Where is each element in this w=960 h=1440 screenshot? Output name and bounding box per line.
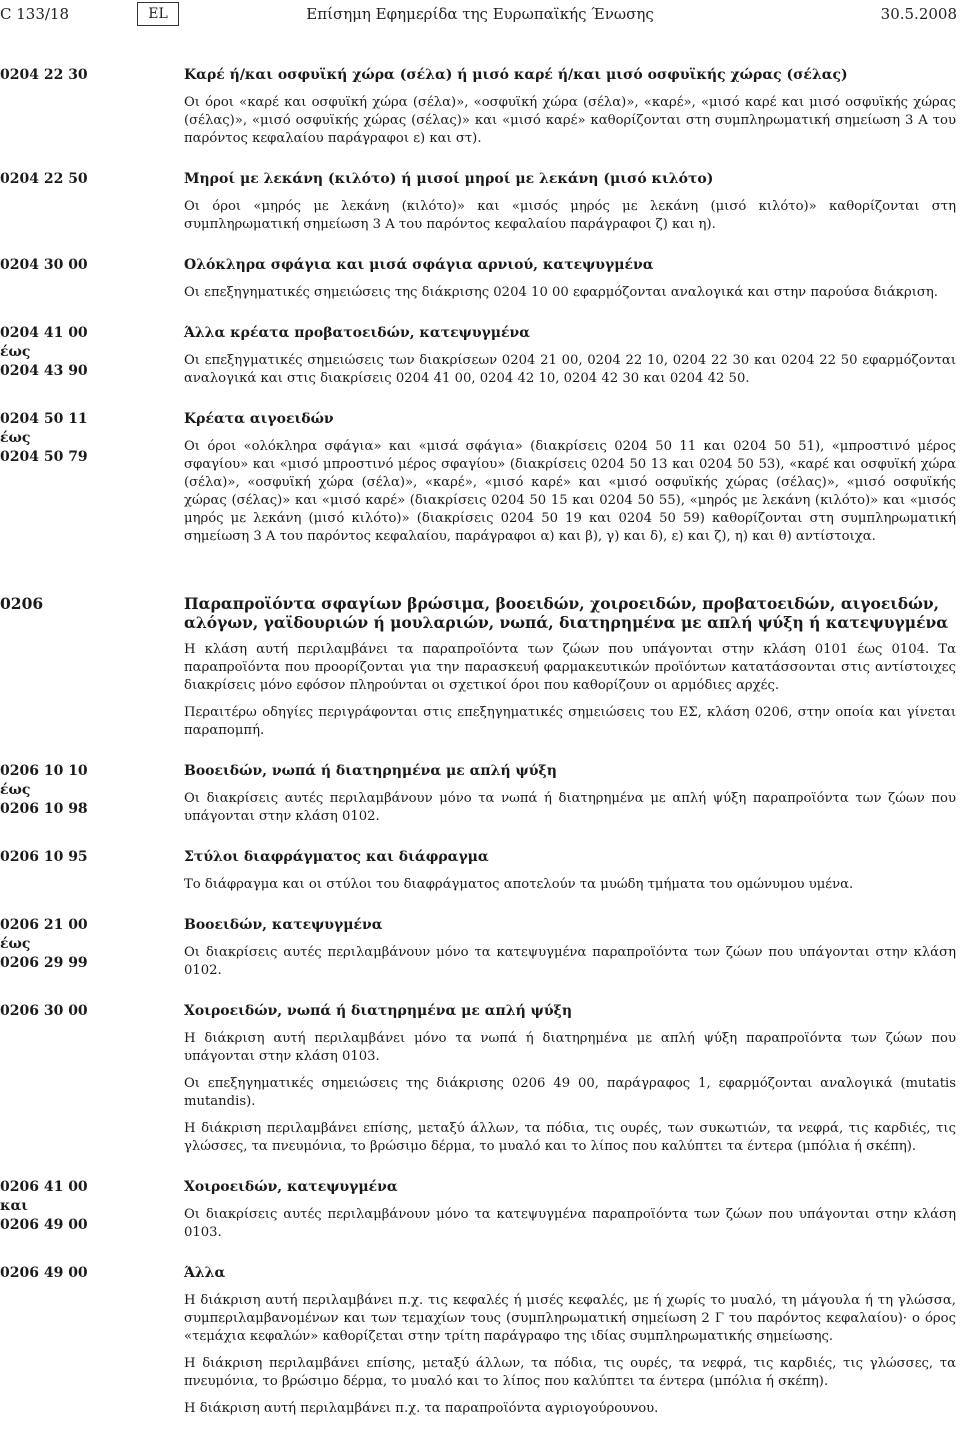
nomenclature-entry xyxy=(0,916,960,980)
cn-code-line: 0204 43 90 xyxy=(0,363,88,379)
nomenclature-entry xyxy=(0,1002,960,1156)
entry-paragraph: Η κλάση αυτή περιλαμβάνει τα παραπροϊόντα των ζώων που υπάγονται στην κλάση 0101 έως 0104. Τα παραπροϊόντα που προορίζονται για την παρασκευή φαρμακευτικών προϊόντων κατατάσσονται στις αντίστοιχες διακρίσεις μόνο εφόσον πληρούνται οι σχετικοί όροι που καθορίζουν οι αρμόδιες αρχές. xyxy=(184,642,956,693)
entry-title: Ολόκληρα σφάγια και μισά σφάγια αρνιού, κατεψυγμένα xyxy=(184,257,654,273)
entry-paragraph: Οι επεξηγηματικές σημειώσεις της διάκρισης 0204 10 00 εφαρμόζονται αναλογικά και στην παρούσα διάκριση. xyxy=(184,285,938,300)
entry-paragraph: Οι όροι «ολόκληρα σφάγια» και «μισά σφάγια» (διακρίσεις 0204 50 11 και 0204 50 51), «μπροστινό μέρος σφαγίου» και «μισό μπροστινό μέρος σφαγίου» (διακρίσεις 0204 50 13 και 0204 50 53), «καρέ και οσφυϊκή χώρα (σέλα)», «οσφυϊκή χώρα (σέλα)», «καρέ», «μισό καρέ» και «μισό οσφυϊκής χώρας (σέλας)», «μισό οσφυϊκής χώρας (σέλας)» και «μισό καρέ» (διακρίσεις 0204 50 15 και 0204 50 55), «μηρός με λεκάνη (κιλότο)» και «μισός μηρός με λεκάνη (μισό κιλότο)» (διακρίσεις 0204 50 19 και 0204 50 59) καθορίζονται στη συμπληρωματική σημείωση 3 Α του παρόντος κεφαλαίου, παράγραφοι α) και β), γ) και δ), ε) και ζ), η) και θ) αντίστοιχα. xyxy=(184,439,956,544)
cn-code xyxy=(0,410,150,467)
entry-title: Άλλα xyxy=(184,1265,226,1281)
cn-code-line: 0206 10 10 xyxy=(0,763,88,779)
entry-content xyxy=(184,410,956,546)
entry-title: Μηροί με λεκάνη (κιλότο) ή μισοί μηροί με λεκάνη (μισό κιλότο) xyxy=(184,171,714,187)
cn-code-line: 0206 30 00 xyxy=(0,1003,88,1019)
entry-title: Χοιροειδών, νωπά ή διατηρημένα με απλή ψύξη xyxy=(184,1003,573,1019)
entry-paragraph: Οι όροι «καρέ και οσφυϊκή χώρα (σέλα)», «οσφυϊκή χώρα (σέλα)», «καρέ», «μισό καρέ και μισό οσφυϊκής χώρας (σέλας)», «μισό οσφυϊκής χώρας (σέλας)» και «μισό καρέ» καθορίζονται στη συμπληρωματική σημείωση 3 Α του παρόντος κεφαλαίου παράγραφοι ε) και στ). xyxy=(184,95,956,146)
cn-code-line: 0204 41 00 xyxy=(0,325,88,341)
cn-code-line: 0204 50 79 xyxy=(0,449,88,465)
page-number: C 133/18 xyxy=(0,5,70,23)
cn-code xyxy=(0,66,150,85)
entry-paragraph: Η διάκριση περιλαμβάνει επίσης, μεταξύ άλλων, τα πόδια, τις ουρές, των συκωτιών, τα νεφρά, τις καρδιές, τις γλώσσες, τα πνευμόνια, το βρώσιμο δέρμα, το μυαλό και το λίπος που καλύπτει τα έντερα (μπόλια ή σκέπη). xyxy=(184,1121,956,1154)
nomenclature-entry xyxy=(0,410,960,546)
entry-title: Παραπροϊόντα σφαγίων βρώσιμα, βοοειδών, χοιροειδών, προβατοειδών, αιγοειδών, αλόγων, γαϊδουριών ή μουλαριών, νωπά, διατηρημένα με απλή ψύξη ή κατεψυγμένα xyxy=(184,594,949,632)
entry-content xyxy=(184,916,956,980)
entry-title: Βοοειδών, κατεψυγμένα xyxy=(184,917,383,933)
entry-content xyxy=(184,1178,956,1242)
cn-code xyxy=(0,1002,150,1021)
entry-paragraph: Οι όροι «μηρός με λεκάνη (κιλότο)» και «μισός μηρός με λεκάνη (μισό κιλότο)» καθορίζονται στη συμπληρωματική σημείωση 3 Α του παρόντος κεφαλαίου παράγραφοι ζ) και η). xyxy=(184,199,956,232)
entry-title: Βοοειδών, νωπά ή διατηρημένα με απλή ψύξη xyxy=(184,763,557,779)
cn-code xyxy=(0,256,150,275)
entry-paragraph: Η διάκριση περιλαμβάνει επίσης, μεταξύ άλλων, τα πόδια, τις ουρές, τα νεφρά, τις καρδιές, τις γλώσσες, τα πνευμόνια, το βρώσιμο δέρμα, το μυαλό και το λίπος που καλύπτει τα έντερα (μπόλια ή σκέπη). xyxy=(184,1356,956,1389)
entry-paragraph: Περαιτέρω οδηγίες περιγράφονται στις επεξηγηματικές σημειώσεις του ΕΣ, κλάση 0206, στην οποία και γίνεται παραπομπή. xyxy=(184,705,956,738)
cn-code-line: 0206 29 99 xyxy=(0,955,88,971)
cn-code xyxy=(0,324,150,381)
entry-content xyxy=(184,324,956,388)
entry-title: Άλλα κρέατα προβατοειδών, κατεψυγμένα xyxy=(184,325,531,341)
cn-code-line: έως xyxy=(0,344,31,360)
nomenclature-entry xyxy=(0,1178,960,1242)
entry-paragraph: Η διάκριση αυτή περιλαμβάνει π.χ. τα παραπροϊόντα αγριογούρουνου. xyxy=(184,1401,659,1416)
cn-code-line: 0206 21 00 xyxy=(0,917,88,933)
language-badge: EL xyxy=(137,2,179,26)
cn-code xyxy=(0,1178,150,1235)
cn-code xyxy=(0,762,150,819)
cn-code-line: 0204 30 00 xyxy=(0,257,88,273)
journal-title: Επίσημη Εφημερίδα της Ευρωπαϊκής Ένωσης xyxy=(306,5,654,23)
entry-content xyxy=(184,594,956,740)
entry-content xyxy=(184,256,956,302)
entry-content xyxy=(184,848,956,894)
cn-code xyxy=(0,848,150,867)
nomenclature-entry xyxy=(0,170,960,234)
cn-code-line: 0206 41 00 xyxy=(0,1179,88,1195)
nomenclature-entry xyxy=(0,256,960,302)
entry-paragraph: Η διάκριση αυτή περιλαμβάνει μόνο τα νωπά ή διατηρημένα με απλή ψύξη παραπροϊόντα των ζώων που υπάγονται στην κλάση 0103. xyxy=(184,1031,956,1064)
entry-title: Καρέ ή/και οσφυϊκή χώρα (σέλα) ή μισό καρέ ή/και μισό οσφυϊκής χώρας (σέλας) xyxy=(184,67,848,83)
cn-code xyxy=(0,916,150,973)
entry-content xyxy=(184,1264,956,1418)
entry-paragraph: Το διάφραγμα και οι στύλοι του διαφράγματος αποτελούν τα μυώδη τμήματα του ομώνυμου υμένα. xyxy=(184,877,854,892)
entry-content xyxy=(184,66,956,148)
cn-code-line: 0206 49 00 xyxy=(0,1217,88,1233)
entry-paragraph: Οι επεξηγηματικές σημειώσεις της διάκρισης 0206 49 00, παράγραφος 1, εφαρμόζονται αναλογικά (mutatis mutandis). xyxy=(184,1076,956,1109)
cn-code-line: έως xyxy=(0,936,31,952)
nomenclature-entry xyxy=(0,594,960,740)
cn-code-line: και xyxy=(0,1198,29,1214)
nomenclature-entry xyxy=(0,762,960,826)
page-header xyxy=(0,0,960,30)
entry-content xyxy=(184,762,956,826)
entry-content xyxy=(184,170,956,234)
cn-code-line: 0206 10 98 xyxy=(0,801,88,817)
entry-title: Στύλοι διαφράγματος και διάφραγμα xyxy=(184,849,489,865)
entry-paragraph: Οι διακρίσεις αυτές περιλαμβάνουν μόνο τα κατεψυγμένα παραπροϊόντα των ζώων που υπάγονται στην κλάση 0102. xyxy=(184,945,956,978)
nomenclature-entry xyxy=(0,848,960,894)
entries-list xyxy=(0,66,960,1440)
cn-code-line: 0204 22 50 xyxy=(0,171,88,187)
cn-code-line: 0206 49 00 xyxy=(0,1265,88,1281)
entry-title: Κρέατα αιγοειδών xyxy=(184,411,334,427)
entry-paragraph: Οι διακρίσεις αυτές περιλαμβάνουν μόνο τα κατεψυγμένα παραπροϊόντα των ζώων που υπάγονται στην κλάση 0103. xyxy=(184,1207,956,1240)
nomenclature-entry xyxy=(0,1264,960,1418)
cn-code-line: έως xyxy=(0,782,31,798)
entry-title: Χοιροειδών, κατεψυγμένα xyxy=(184,1179,398,1195)
cn-code-line: έως xyxy=(0,430,31,446)
nomenclature-entry xyxy=(0,66,960,148)
cn-code-line: 0206 10 95 xyxy=(0,849,88,865)
cn-code xyxy=(0,1264,150,1283)
entry-paragraph: Οι διακρίσεις αυτές περιλαμβάνουν μόνο τα νωπά ή διατηρημένα με απλή ψύξη παραπροϊόντα των ζώων που υπάγονται στην κλάση 0102. xyxy=(184,791,956,824)
cn-code xyxy=(0,170,150,189)
entry-content xyxy=(184,1002,956,1156)
cn-code-line: 0204 22 30 xyxy=(0,67,88,83)
cn-code-line: 0204 50 11 xyxy=(0,411,88,427)
cn-code xyxy=(0,594,150,614)
cn-code-line: 0206 xyxy=(0,594,44,613)
publication-date: 30.5.2008 xyxy=(880,5,957,23)
entry-paragraph: Η διάκριση αυτή περιλαμβάνει π.χ. τις κεφαλές ή μισές κεφαλές, με ή χωρίς το μυαλό, τη μάγουλα ή τη γλώσσα, συμπεριλαμβανομένων και των τεμαχίων τους (συμπληρωματική σημείωση 2 Γ του παρόντος κεφαλαίου)· ο όρος «τεμάχια κεφαλών» καθορίζεται στην τρίτη παράγραφο της ιδίας συμπληρωματικής σημείωσης. xyxy=(184,1293,956,1344)
nomenclature-entry xyxy=(0,324,960,388)
entry-paragraph: Οι επεξηγματικές σημειώσεις των διακρίσεων 0204 21 00, 0204 22 10, 0204 22 30 και 0204 22 50 εφαρμόζονται αναλογικά και στις διακρίσεις 0204 41 00, 0204 42 10, 0204 42 30 και 0204 42 50. xyxy=(184,353,956,386)
